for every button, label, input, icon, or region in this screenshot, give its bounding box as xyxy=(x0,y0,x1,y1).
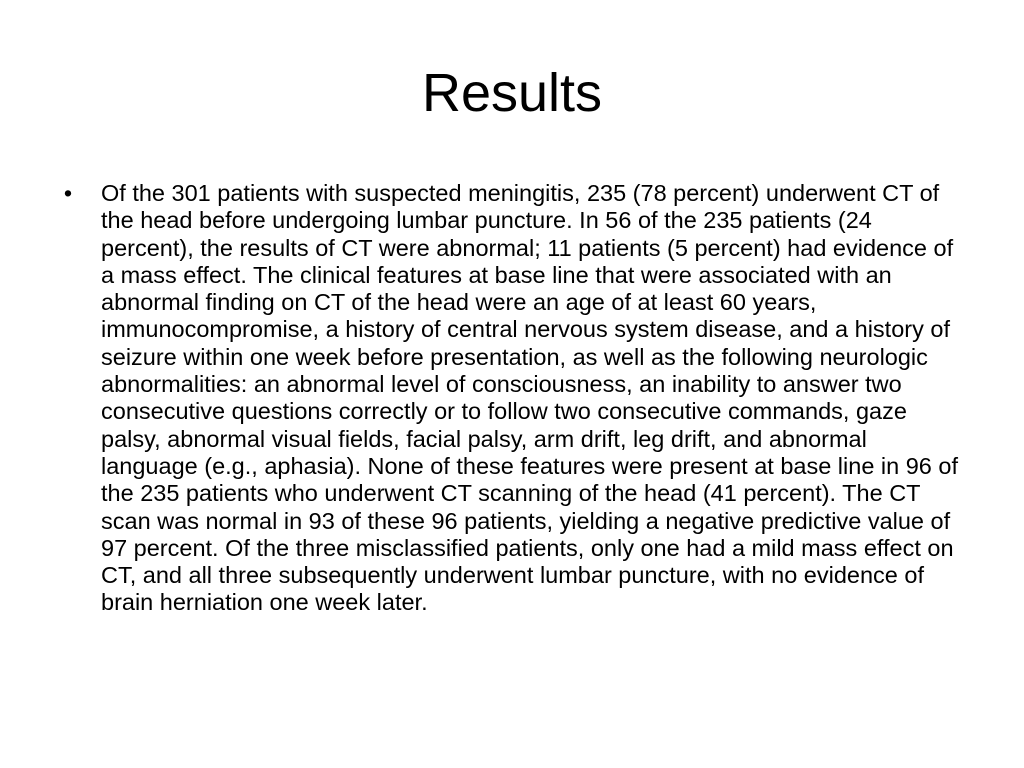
slide-title: Results xyxy=(421,63,603,123)
bullet-dot-icon: • xyxy=(63,180,73,206)
bullet-list xyxy=(58,180,968,617)
bullet-item xyxy=(58,180,968,617)
bullet-text: Of the 301 patients with suspected meningitis, 235 (78 percent) underwent CT of the head before undergoing lumbar puncture. In 56 of the 235 patients (24 percent), the results of CT were abnormal; 11 patients (5 percent) had evidence of a mass effect. The clinical features at base line that were associated with an abnormal finding on CT of the head were an age of at least 60 years, immunocompromise, a history of central nervous system disease, and a history of seizure within one week before presentation, as well as the following neurologic abnormalities: an abnormal level of consciousness, an inability to answer two consecutive questions correctly or to follow two consecutive commands, gaze palsy, abnormal visual fields, facial palsy, arm drift, leg drift, and abnormal language (e.g., aphasia). None of these features were present at base line in 96 of the 235 patients who underwent CT scanning of the head (41 percent). The CT scan was normal in 93 of these 96 patients, yielding a negative predictive value of 97 percent. Of the three misclassified patients, only one had a mild mass effect on CT, and all three subsequently underwent lumbar puncture, with no evidence of brain herniation one week later. xyxy=(101,180,959,616)
